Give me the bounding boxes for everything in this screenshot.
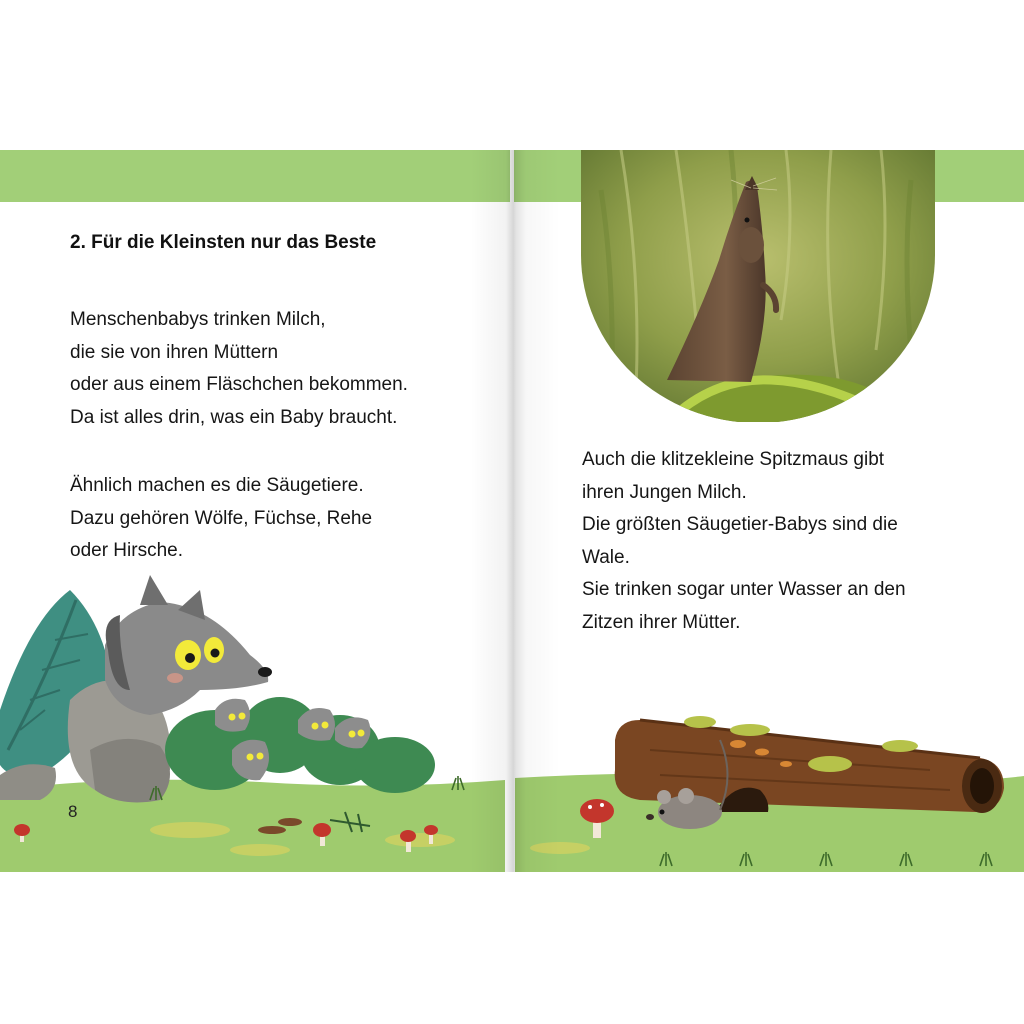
text-line: Auch die klitzekleine Spitzmaus gibt — [582, 449, 885, 470]
forest-illustrations — [0, 150, 1024, 872]
text-line: Zitzen ihrer Mütter. — [582, 611, 741, 633]
text-line: Ähnlich machen es die Säugetiere. — [70, 475, 364, 496]
text-line: oder Hirsche. — [70, 540, 183, 561]
text-line: Die größten Säugetier-Babys sind die — [582, 514, 898, 535]
text-line: Da ist alles drin, was ein Baby braucht. — [70, 406, 398, 428]
text-line: oder aus einem Fläschchen bekommen. — [70, 374, 408, 395]
text-line: Sie trinken sogar unter Wasser an den — [582, 579, 906, 600]
text-line: Dazu gehören Wölfe, Füchse, Rehe — [70, 507, 373, 529]
text-line: ihren Jungen Milch. — [582, 481, 747, 503]
text-line: die sie von ihren Müttern — [70, 341, 279, 363]
book-spread — [0, 150, 1024, 872]
wolf-icon — [105, 575, 272, 715]
rock — [90, 739, 170, 803]
bush — [165, 697, 435, 793]
text-line: Menschenbabys trinken Milch, — [70, 309, 326, 330]
text-line: Wale. — [582, 546, 630, 568]
page-number: 8 — [68, 802, 78, 821]
chapter-heading: 2. Für die Kleinsten nur das Beste — [70, 232, 377, 253]
